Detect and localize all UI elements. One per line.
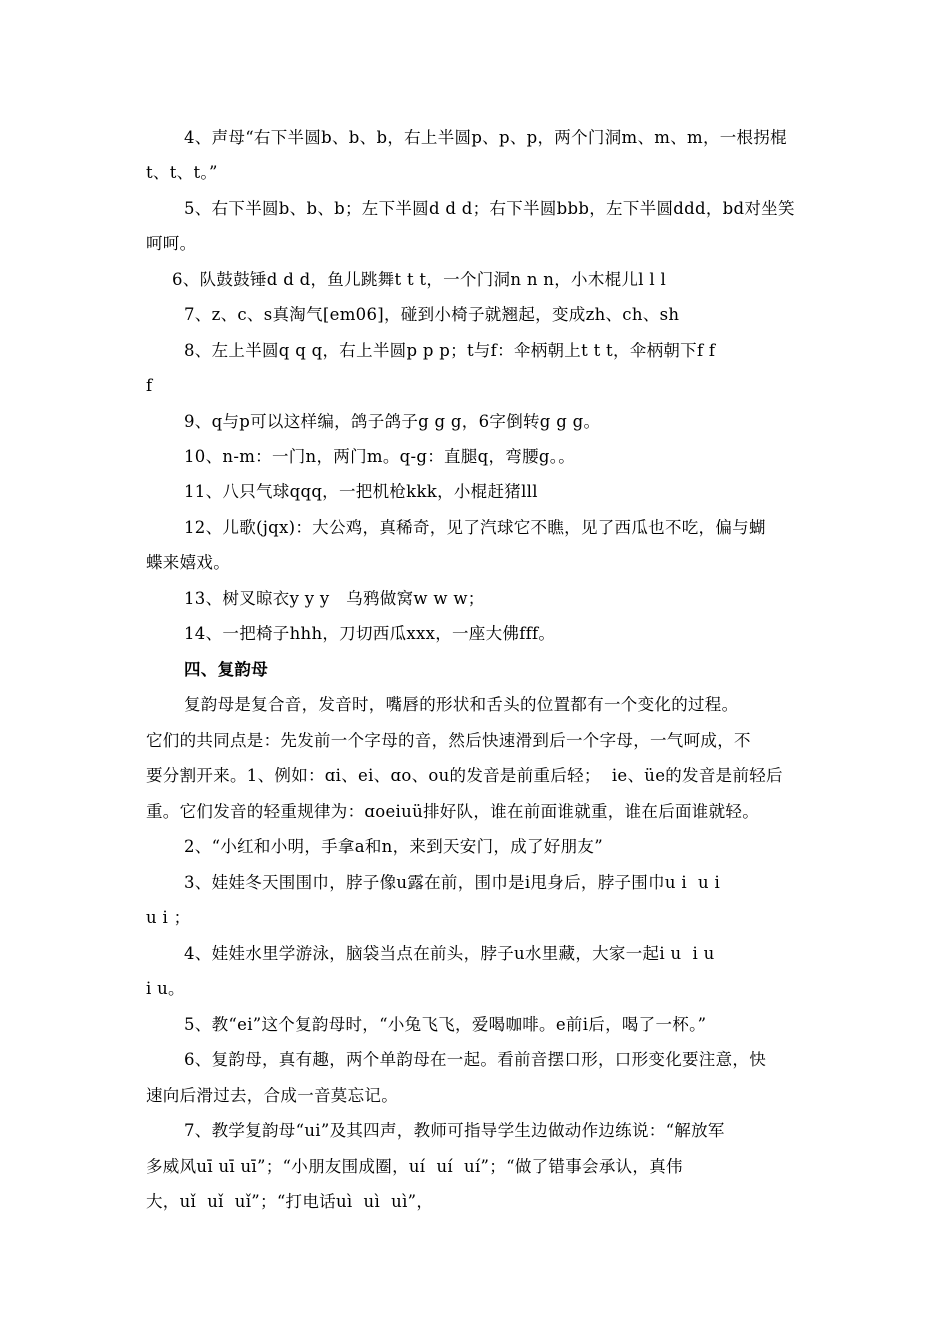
text-line: 复韵母是复合音，发音时，嘴唇的形状和舌头的位置都有一个变化的过程。 — [184, 695, 739, 714]
text-line: 5、教“ei”这个复韵母时，“小兔飞飞，爱喝咖啡。e前i后，喝了一杯。” — [184, 1015, 707, 1034]
text-line: 5、右下半圆b、b、b；左下半圆d d d；右下半圆bbb，左下半圆ddd，bd对坐笑 — [184, 199, 795, 218]
text-line: f — [146, 376, 153, 395]
text-line: 4、娃娃水里学游泳，脑袋当点在前头，脖子u水里藏，大家一起i u i u — [184, 944, 715, 963]
text-line: 它们的共同点是：先发前一个字母的音，然后快速滑到后一个字母，一气呵成，不 — [146, 731, 751, 750]
text-line: 3、娃娃冬天围围巾，脖子像u露在前，围巾是i甩身后，脖子围巾u i u i — [184, 873, 721, 892]
text-line: 7、教学复韵母“ui”及其四声，教师可指导学生边做动作边练说：“解放军 — [184, 1121, 725, 1140]
text-line: i u。 — [146, 979, 185, 998]
text-line: 呵呵。 — [146, 234, 197, 253]
text-line: 11、八只气球qqq，一把机枪kkk，小棍赶猪lll — [184, 482, 538, 501]
text-line: 14、一把椅子hhh，刀切西瓜xxx，一座大佛fff。 — [184, 624, 556, 643]
text-line: 2、“小红和小明，手拿a和n，来到天安门，成了好朋友” — [184, 837, 603, 856]
text-line: 要分割开来。1、例如：ɑi、ei、ɑo、ou的发音是前重后轻； ie、üe的发音是前轻后 — [146, 766, 783, 785]
text-line: 10、n-m：一门n，两门m。q-g：直腿q，弯腰g。。 — [184, 447, 576, 466]
text-line: 9、q与p可以这样编，鸽子鸽子g g g，6字倒转g g g。 — [184, 412, 601, 431]
text-line: 多威风uī uī uī”；“小朋友围成圈，uí uí uí”；“做了错事会承认，真伟 — [146, 1157, 683, 1176]
text-line: 大，uǐ uǐ uǐ”；“打电话uì uì uì”， — [146, 1192, 434, 1211]
text-line: 蝶来嬉戏。 — [146, 553, 230, 572]
text-line: 12、儿歌(jqx)：大公鸡，真稀奇，见了汽球它不瞧，见了西瓜也不吃，偏与蝴 — [184, 518, 766, 537]
text-line: 13、树叉晾衣y y y 乌鸦做窝w w w； — [184, 589, 485, 608]
text-line: 重。它们发音的轻重规律为：ɑoeiuü排好队，谁在前面谁就重，谁在后面谁就轻。 — [146, 802, 759, 821]
text-line: 4、声母“右下半圆b、b、b，右上半圆p、p、p，两个门洞m、m、m，一根拐棍 — [184, 128, 787, 147]
text-line: 速向后滑过去，合成一音莫忘记。 — [146, 1086, 398, 1105]
text-line: t、t、t。” — [146, 163, 218, 182]
text-line: 7、z、c、s真淘气[em06]，碰到小椅子就翘起，变成zh、ch、sh — [184, 305, 680, 324]
text-line: 6、队鼓鼓锤d d d，鱼儿跳舞t t t，一个门洞n n n，小木棍儿l l l — [172, 270, 667, 289]
text-line: 8、左上半圆q q q，右上半圆p p p；t与f：伞柄朝上t t t，伞柄朝下f f — [184, 341, 716, 360]
section-heading: 四、复韵母 — [184, 660, 268, 679]
text-line: u i ； — [146, 908, 191, 927]
text-line: 6、复韵母，真有趣，两个单韵母在一起。看前音摆口形，口形变化要注意，快 — [184, 1050, 766, 1069]
